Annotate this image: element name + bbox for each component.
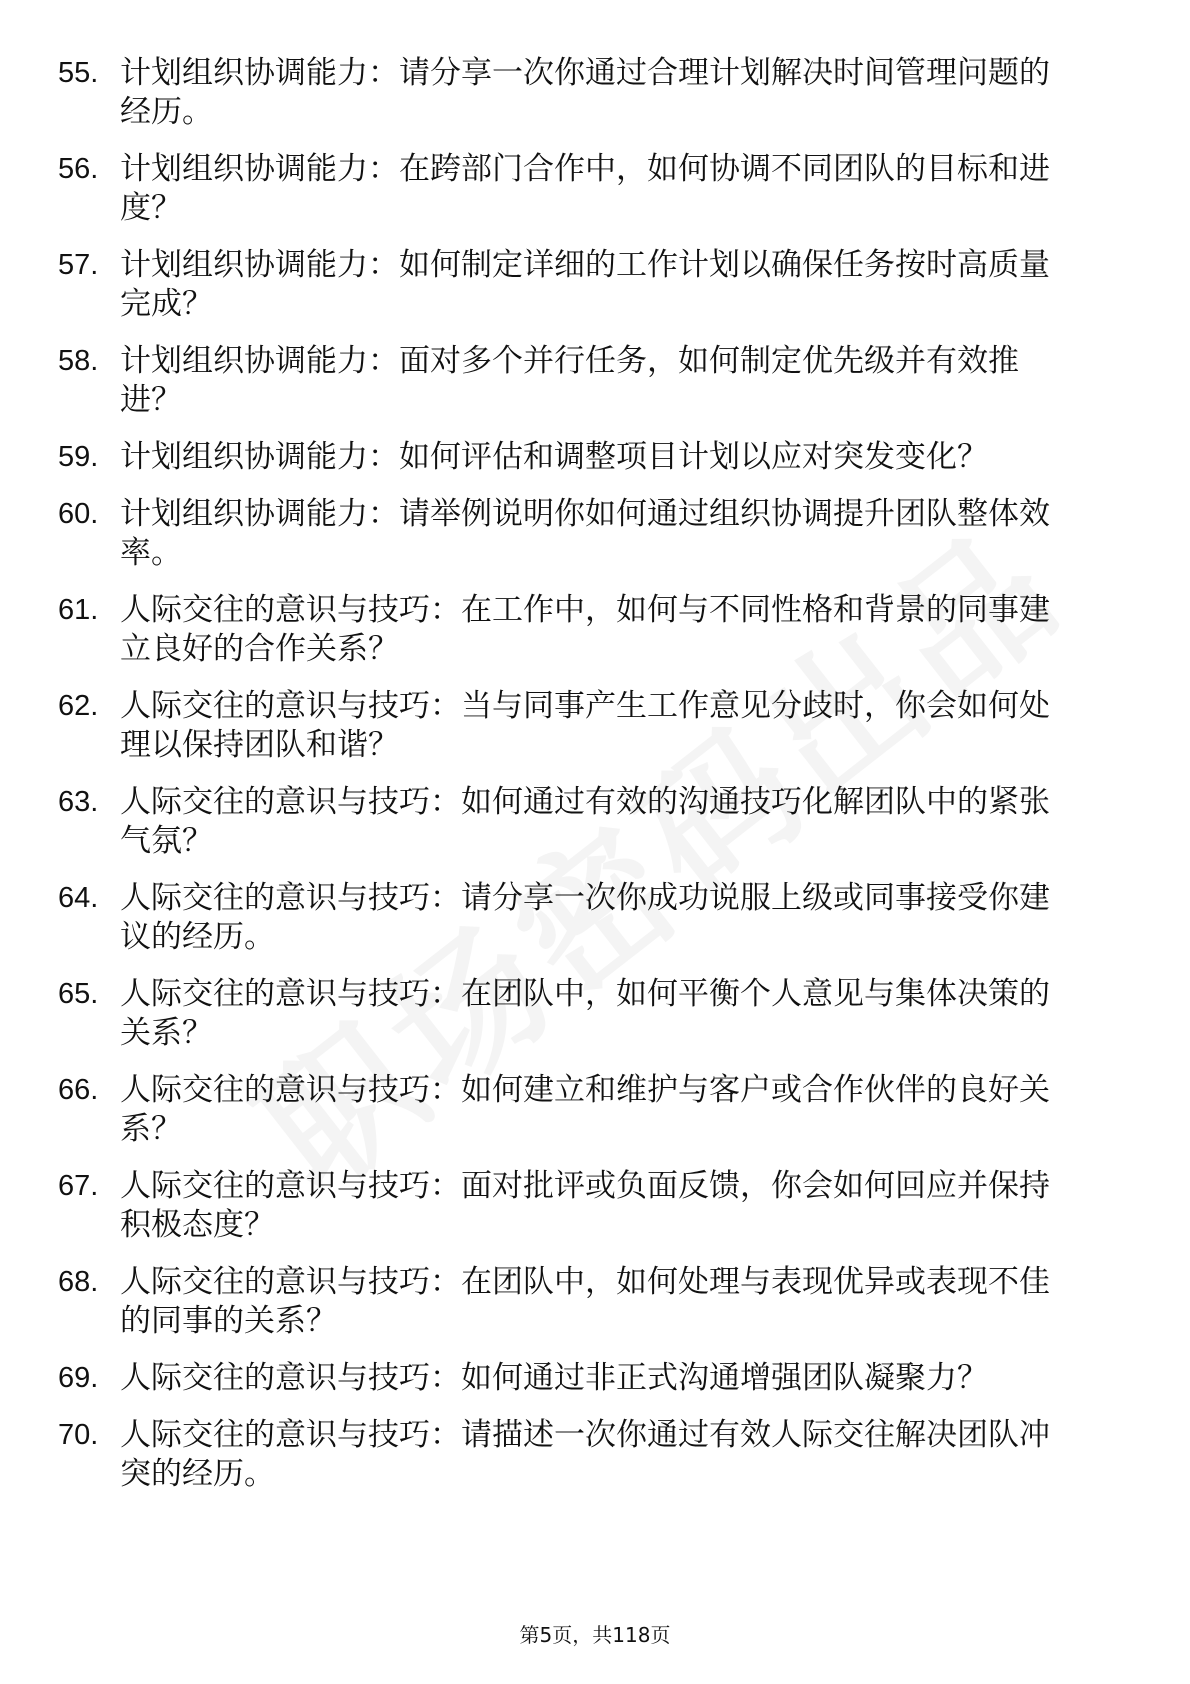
question-text: 人际交往的意识与技巧：如何通过非正式沟通增强团队凝聚力？ [120, 1360, 988, 1396]
question-item [58, 879, 1118, 957]
question-item [58, 1416, 1118, 1494]
question-item [58, 342, 1118, 420]
question-text: 计划组织协调能力：请举例说明你如何通过组织协调提升团队整体效率。 [120, 496, 1050, 571]
question-text: 人际交往的意识与技巧：在团队中，如何处理与表现优异或表现不佳的同事的关系？ [120, 1264, 1050, 1339]
question-text: 计划组织协调能力：请分享一次你通过合理计划解决时间管理问题的经历。 [120, 55, 1050, 130]
question-number: 55. [58, 57, 99, 89]
question-item [58, 438, 1118, 477]
question-number: 60. [58, 498, 99, 530]
question-number: 65. [58, 978, 99, 1010]
question-number: 62. [58, 690, 99, 722]
question-number: 64. [58, 882, 99, 914]
question-number: 61. [58, 594, 99, 626]
question-text: 人际交往的意识与技巧：在工作中，如何与不同性格和背景的同事建立良好的合作关系？ [120, 592, 1050, 667]
question-item [58, 1071, 1118, 1149]
question-text: 人际交往的意识与技巧：请描述一次你通过有效人际交往解决团队冲突的经历。 [120, 1417, 1050, 1492]
question-number: 63. [58, 786, 99, 818]
question-text: 人际交往的意识与技巧：在团队中，如何平衡个人意见与集体决策的关系？ [120, 976, 1050, 1051]
question-item [58, 246, 1118, 324]
question-text: 计划组织协调能力：如何评估和调整项目计划以应对突发变化？ [120, 439, 988, 475]
question-item [58, 591, 1118, 669]
question-number: 58. [58, 345, 99, 377]
question-item [58, 150, 1118, 228]
question-list [58, 54, 1118, 1512]
question-item [58, 687, 1118, 765]
question-item [58, 975, 1118, 1053]
question-number: 69. [58, 1362, 99, 1394]
page-footer: 第5页，共118页 [519, 1623, 671, 1647]
question-number: 57. [58, 249, 99, 281]
question-text: 人际交往的意识与技巧：如何通过有效的沟通技巧化解团队中的紧张气氛？ [120, 784, 1050, 859]
question-number: 59. [58, 441, 99, 473]
question-text: 人际交往的意识与技巧：如何建立和维护与客户或合作伙伴的良好关系？ [120, 1072, 1050, 1147]
question-item [58, 495, 1118, 573]
question-number: 70. [58, 1419, 99, 1451]
question-text: 人际交往的意识与技巧：当与同事产生工作意见分歧时，你会如何处理以保持团队和谐？ [120, 688, 1050, 763]
question-text: 人际交往的意识与技巧：请分享一次你成功说服上级或同事接受你建议的经历。 [120, 880, 1050, 955]
question-item [58, 1263, 1118, 1341]
question-item [58, 54, 1118, 132]
question-number: 68. [58, 1266, 99, 1298]
question-text: 计划组织协调能力：面对多个并行任务，如何制定优先级并有效推进？ [120, 343, 1019, 418]
question-item [58, 783, 1118, 861]
question-number: 66. [58, 1074, 99, 1106]
question-item [58, 1167, 1118, 1245]
question-number: 56. [58, 153, 99, 185]
question-item [58, 1359, 1118, 1398]
question-text: 计划组织协调能力：如何制定详细的工作计划以确保任务按时高质量完成？ [120, 247, 1050, 322]
question-text: 人际交往的意识与技巧：面对批评或负面反馈，你会如何回应并保持积极态度？ [120, 1168, 1050, 1243]
question-text: 计划组织协调能力：在跨部门合作中，如何协调不同团队的目标和进度？ [120, 151, 1050, 226]
question-number: 67. [58, 1170, 99, 1202]
